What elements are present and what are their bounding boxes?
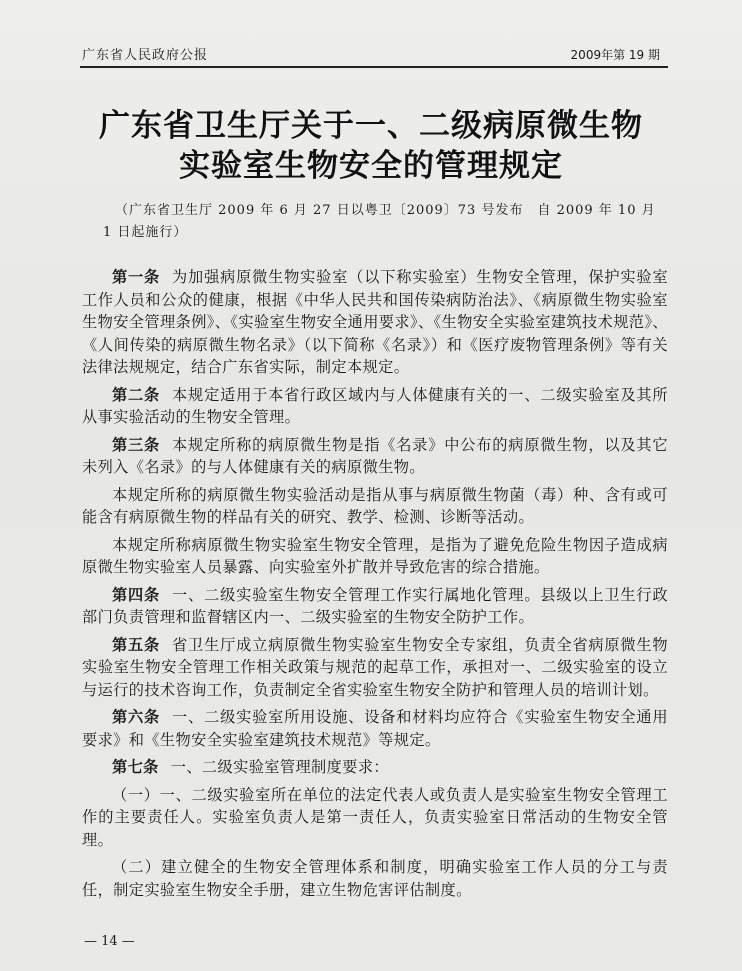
article-text: 一、二级实验室管理制度要求：: [170, 758, 389, 776]
issuance-note: （广东省卫生厅 2009 年 6 月 27 日以粤卫〔2009〕73 号发布 自 2009 年 10 月 1 日起施行）: [103, 203, 656, 240]
article-text: 一、二级实验室生物安全管理工作实行属地化管理。县级以上卫生行政部门负责管理和监督辖区内一、二级实验室的生物安全防护工作。: [82, 585, 669, 626]
document-title-line-2: 实验室生物安全的管理规定: [179, 148, 563, 184]
article-3-para-2: [82, 484, 668, 529]
article-4: [82, 584, 668, 629]
article-text: 为加强病原微生物实验室（以下称实验室）生物安全管理，保护实验室工作人员和公众的健康，根据《中华人民共和国传染病防治法》、《病原微生物实验室生物安全管理条例》、《实验室生物安全通用要求》、《生物安全实验室建筑技术规范》、《人间传染的病原微生物名录》（以下简称《名录》）和《医疗废物管理条例》等有关法律法规规定，结合广东省实际，制定本规定。: [82, 268, 669, 376]
article-label: 第二条: [112, 385, 161, 404]
article-label: 第一条: [112, 268, 161, 286]
article-label: 第三条: [112, 435, 161, 454]
paragraph-text: （一）一、二级实验室所在单位的法定代表人或负责人是实验室生物安全管理工作的主要责任人。实验室负责人是第一责任人，负责实验室日常活动的生物安全管理。: [82, 785, 668, 849]
article-text: 省卫生厅成立病原微生物实验室生物安全专家组，负责全省病原微生物实验室生物安全管理工作相关政策与规范的起草工作，承担对一、二级实验室的设立与运行的技术咨询工作，负责制定全省实验室生物安全防护和管理人员的培训计划。: [82, 635, 669, 699]
article-7: [82, 756, 668, 779]
page-number: — 14 —: [84, 934, 135, 949]
running-header: [80, 42, 668, 68]
article-text: 一、二级实验室所用设施、设备和材料均应符合《实验室生物安全通用要求》和《生物安全实验室建筑技术规范》等规定。: [82, 708, 669, 749]
document-title-line-1: 广东省卫生厅关于一、二级病原微生物: [99, 108, 643, 144]
article-text: 本规定所称的病原微生物是指《名录》中公布的病原微生物，以及其它未列入《名录》的与人体健康有关的病原微生物。: [82, 435, 669, 476]
article-3-para-3: [82, 534, 668, 579]
article-7-item-1: [82, 784, 668, 852]
article-2: [82, 384, 668, 429]
article-label: 第五条: [112, 635, 161, 654]
article-5: [82, 634, 668, 702]
article-3: [82, 434, 668, 479]
paragraph-text: （二）建立健全的生物安全管理体系和制度，明确实验室工作人员的分工与责任，制定实验室生物安全手册，建立生物危害评估制度。: [82, 858, 668, 899]
paragraph-text: 本规定所称病原微生物实验室生物安全管理，是指为了避免危险生物因子造成病原微生物实验室人员暴露、向实验室外扩散并导致危害的综合措施。: [82, 535, 668, 576]
publication-name: 广东省人民政府公报: [82, 48, 209, 63]
issue-number: 2009年第 19 期: [570, 48, 660, 62]
document-body: [82, 266, 668, 906]
article-label: 第七条: [112, 758, 159, 776]
article-label: 第六条: [112, 708, 161, 726]
article-text: 本规定适用于本省行政区域内与人体健康有关的一、二级实验室及其所从事实验活动的生物安全管理。: [82, 385, 669, 426]
article-label: 第四条: [112, 585, 161, 604]
article-6: [82, 706, 668, 751]
paragraph-text: 本规定所称的病原微生物实验活动是指从事与病原微生物菌（毒）种、含有或可能含有病原微生物的样品有关的研究、教学、检测、诊断等活动。: [82, 485, 668, 526]
article-1: [82, 266, 668, 379]
article-7-item-2: [82, 856, 668, 901]
